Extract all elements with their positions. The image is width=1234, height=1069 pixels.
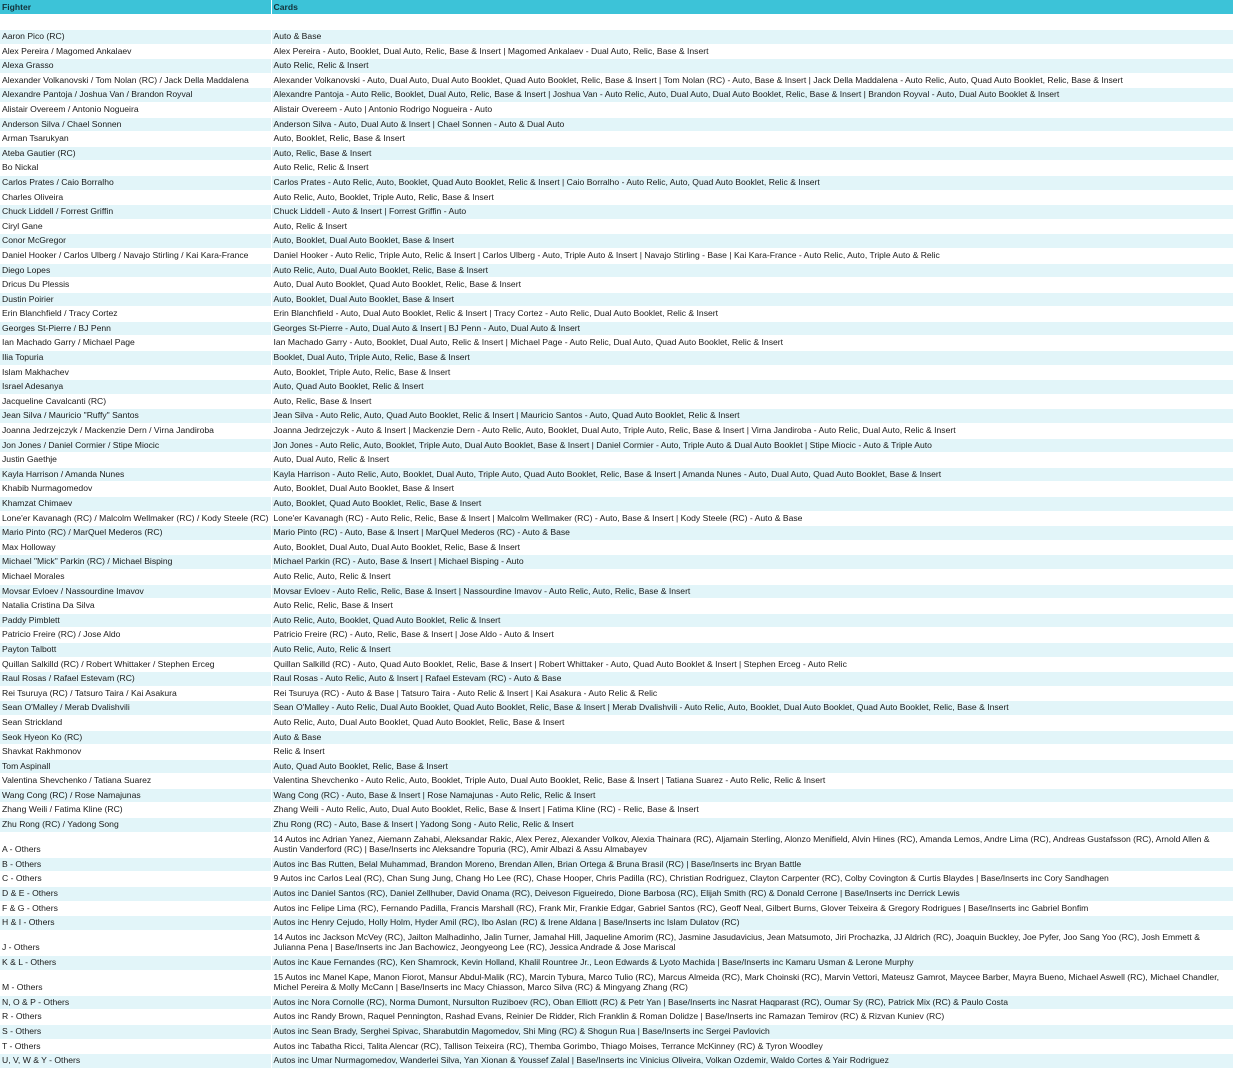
table-row <box>0 970 1233 995</box>
cards-cell[interactable]: Auto, Dual Auto, Relic & Insert <box>271 453 1233 468</box>
table-row <box>0 857 1233 872</box>
table-row <box>0 497 1233 512</box>
cards-cell[interactable]: Joanna Jedrzejczyk - Auto & Insert | Mackenzie Dern - Auto Relic, Auto, Booklet, Dual Auto, Triple Auto, Relic, Base & Insert | Virna Jandiroba - Auto Relic, Dual Auto, Relic & Insert <box>271 424 1233 439</box>
cards-cell[interactable]: Auto, Booklet, Dual Auto Booklet, Base & Insert <box>271 292 1233 307</box>
column-header-cards[interactable]: Cards <box>271 0 1233 14</box>
fighter-cell[interactable]: Wang Cong (RC) / Rose Namajunas <box>0 788 271 803</box>
fighter-cell[interactable]: B - Others <box>0 857 271 872</box>
fighter-cell[interactable]: T - Others <box>0 1039 271 1054</box>
table-row <box>0 467 1233 482</box>
table-row <box>0 30 1233 45</box>
cards-cell[interactable]: Rei Tsuruya (RC) - Auto & Base | Tatsuro Taira - Auto Relic & Insert | Kai Asakura - Auto Relic & Relic <box>271 686 1233 701</box>
cards-cell[interactable]: Georges St-Pierre - Auto, Dual Auto & Insert | BJ Penn - Auto, Dual Auto & Insert <box>271 321 1233 336</box>
table-row <box>0 248 1233 263</box>
fighter-cell[interactable]: H & I - Others <box>0 916 271 931</box>
table-row <box>0 365 1233 380</box>
fighter-cell[interactable]: Lone'er Kavanagh (RC) / Malcolm Wellmaker (RC) / Kody Steele (RC) <box>0 511 271 526</box>
fighter-cell[interactable]: Conor McGregor <box>0 234 271 249</box>
cards-cell[interactable]: Autos inc Sean Brady, Serghei Spivac, Sharabutdin Magomedov, Shi Ming (RC) & Shogun Rua | Base/Inserts inc Sergei Pavlovich <box>271 1024 1233 1039</box>
cards-cell[interactable]: Auto, Quad Auto Booklet, Relic & Insert <box>271 380 1233 395</box>
cards-cell[interactable]: Alexandre Pantoja - Auto Relic, Booklet, Dual Auto, Relic, Base & Insert | Joshua Van - Auto Relic, Auto, Dual Auto, Dual Auto Booklet, Relic, Base & Insert | Brandon Royval - Auto, Dual Auto Booklet & Insert <box>271 88 1233 103</box>
table-row <box>0 146 1233 161</box>
table-row <box>0 88 1233 103</box>
table-row <box>0 307 1233 322</box>
table-row <box>0 263 1233 278</box>
cards-cell[interactable]: Michael Parkin (RC) - Auto, Base & Insert | Michael Bisping - Auto <box>271 555 1233 570</box>
cards-cell[interactable]: Patricio Freire (RC) - Auto, Relic, Base & Insert | Jose Aldo - Auto & Insert <box>271 628 1233 643</box>
cards-cell[interactable]: Alex Pereira - Auto, Booklet, Dual Auto, Relic, Base & Insert | Magomed Ankalaev - Dual Auto, Relic, Base & Insert <box>271 44 1233 59</box>
fighter-cell[interactable]: Islam Makhachev <box>0 365 271 380</box>
fighter-cell[interactable]: Alex Pereira / Magomed Ankalaev <box>0 44 271 59</box>
cards-cell[interactable]: Auto Relic, Auto, Dual Auto Booklet, Relic, Base & Insert <box>271 263 1233 278</box>
table-row <box>0 453 1233 468</box>
cards-cell[interactable]: Raul Rosas - Auto Relic, Auto & Insert | Rafael Estevam (RC) - Auto & Base <box>271 672 1233 687</box>
cards-cell[interactable]: Movsar Evloev - Auto Relic, Relic, Base & Insert | Nassourdine Imavov - Auto Relic, Auto, Relic, Base & Insert <box>271 584 1233 599</box>
cards-cell[interactable]: 14 Autos inc Jackson McVey (RC), Jailton Malhadinho, Jalin Turner, Jamahal Hill, Jaqueline Amorim (RC), Jasmine Jasudavicius, Jean Matsumoto, Jiri Prochazka, JJ Aldrich (RC), Joaquin Buckley, Joe Pyfer, Joo Sang Yoo (RC), Josh Emmett & Julianna Pena | Base/Inserts inc Jan Bachowicz, Jeongyeong Lee (RC), Jessica Andrade & Jose Mariscal <box>271 930 1233 955</box>
cards-cell[interactable]: Auto, Relic & Insert <box>271 219 1233 234</box>
table-row <box>0 205 1233 220</box>
table-row <box>0 701 1233 716</box>
fighter-cell[interactable]: Dricus Du Plessis <box>0 278 271 293</box>
fighter-cell[interactable]: Carlos Prates / Caio Borralho <box>0 175 271 190</box>
cards-cell[interactable]: Kayla Harrison - Auto Relic, Auto, Booklet, Dual Auto, Triple Auto, Quad Auto Booklet, Relic, Base & Insert | Amanda Nunes - Auto, Dual Auto, Quad Auto Booklet, Base & Insert <box>271 467 1233 482</box>
table-row <box>0 1039 1233 1054</box>
cards-cell[interactable]: Auto Relic, Auto, Dual Auto Booklet, Quad Auto Booklet, Relic, Base & Insert <box>271 715 1233 730</box>
fighter-cell[interactable]: Erin Blanchfield / Tracy Cortez <box>0 307 271 322</box>
table-row <box>0 190 1233 205</box>
cards-cell[interactable]: Autos inc Nora Cornolle (RC), Norma Dumont, Nursulton Ruziboev (RC), Oban Elliott (RC) & Petr Yan | Base/Inserts inc Nasrat Haqparast (RC), Oumar Sy (RC), Patrick Mix (RC) & Paulo Costa <box>271 995 1233 1010</box>
table-row <box>0 555 1233 570</box>
cards-cell[interactable]: Valentina Shevchenko - Auto Relic, Auto, Booklet, Triple Auto, Dual Auto Booklet, Relic, Base & Insert | Tatiana Suarez - Auto Relic, Relic & Insert <box>271 774 1233 789</box>
fighter-cell[interactable]: Alexa Grasso <box>0 59 271 74</box>
fighter-cell[interactable]: Natalia Cristina Da Silva <box>0 599 271 614</box>
cards-cell[interactable]: Auto, Quad Auto Booklet, Relic, Base & Insert <box>271 759 1233 774</box>
table-row <box>0 642 1233 657</box>
cards-cell[interactable]: Auto Relic, Auto, Relic & Insert <box>271 569 1233 584</box>
fighter-cell[interactable]: Daniel Hooker / Carlos Ulberg / Navajo Stirling / Kai Kara-France <box>0 248 271 263</box>
table-row <box>0 14 1233 30</box>
cards-cell[interactable]: Autos inc Tabatha Ricci, Talita Alencar (RC), Tallison Teixeira (RC), Themba Gorimbo, Thiago Moises, Terrance McKinney (RC) & Tyron Woodley <box>271 1039 1233 1054</box>
table-row <box>0 788 1233 803</box>
fighter-cell[interactable]: Kayla Harrison / Amanda Nunes <box>0 467 271 482</box>
table-row <box>0 686 1233 701</box>
table-row <box>0 715 1233 730</box>
fighter-cell[interactable]: Jacqueline Cavalcanti (RC) <box>0 394 271 409</box>
cards-cell[interactable]: Erin Blanchfield - Auto, Dual Auto Booklet, Relic & Insert | Tracy Cortez - Auto Relic, Dual Auto Booklet, Relic & Insert <box>271 307 1233 322</box>
fighter-cell[interactable]: Dustin Poirier <box>0 292 271 307</box>
cards-cell[interactable]: Lone'er Kavanagh (RC) - Auto Relic, Relic, Base & Insert | Malcolm Wellmaker (RC) - Auto, Base & Insert | Kody Steele (RC) - Auto & Base <box>271 511 1233 526</box>
fighter-cell[interactable]: Alexander Volkanovski / Tom Nolan (RC) / Jack Della Maddalena <box>0 73 271 88</box>
table-row <box>0 438 1233 453</box>
fighter-cell[interactable]: Justin Gaethje <box>0 453 271 468</box>
table-row <box>0 1054 1233 1069</box>
fighter-cell[interactable]: Sean Strickland <box>0 715 271 730</box>
table-row <box>0 132 1233 147</box>
cards-cell[interactable]: Auto & Base <box>271 30 1233 45</box>
cards-cell[interactable]: Auto, Booklet, Dual Auto Booklet, Base & Insert <box>271 482 1233 497</box>
fighter-cell[interactable]: Payton Talbott <box>0 642 271 657</box>
table-row <box>0 818 1233 833</box>
fighter-cell[interactable]: Sean O'Malley / Merab Dvalishvili <box>0 701 271 716</box>
cards-cell[interactable]: Auto, Booklet, Dual Auto Booklet, Base & Insert <box>271 234 1233 249</box>
fighter-cell[interactable]: Jean Silva / Mauricio "Ruffy" Santos <box>0 409 271 424</box>
fighter-cell[interactable]: N, O & P - Others <box>0 995 271 1010</box>
cards-cell[interactable]: Wang Cong (RC) - Auto, Base & Insert | Rose Namajunas - Auto Relic, Relic & Insert <box>271 788 1233 803</box>
cards-cell[interactable]: Chuck Liddell - Auto & Insert | Forrest Griffin - Auto <box>271 205 1233 220</box>
fighter-cell[interactable]: Anderson Silva / Chael Sonnen <box>0 117 271 132</box>
fighter-cell[interactable]: F & G - Others <box>0 901 271 916</box>
fighter-cell[interactable]: Charles Oliveira <box>0 190 271 205</box>
table-row <box>0 73 1233 88</box>
fighter-cell[interactable]: S - Others <box>0 1024 271 1039</box>
cards-cell[interactable]: Mario Pinto (RC) - Auto, Base & Insert | MarQuel Mederos (RC) - Auto & Base <box>271 526 1233 541</box>
table-row <box>0 175 1233 190</box>
table-row <box>0 511 1233 526</box>
table-row <box>0 409 1233 424</box>
table-row <box>0 102 1233 117</box>
table-row <box>0 901 1233 916</box>
table-row <box>0 278 1233 293</box>
table-row <box>0 59 1233 74</box>
table-row <box>0 657 1233 672</box>
fighter-cell[interactable]: Patricio Freire (RC) / Jose Aldo <box>0 628 271 643</box>
table-row <box>0 584 1233 599</box>
table-row <box>0 321 1233 336</box>
fighter-cell[interactable]: Zhu Rong (RC) / Yadong Song <box>0 818 271 833</box>
cards-cell[interactable]: Auto, Booklet, Dual Auto, Dual Auto Booklet, Relic, Base & Insert <box>271 540 1233 555</box>
table-row <box>0 380 1233 395</box>
column-header-fighter[interactable]: Fighter <box>0 0 271 14</box>
table-row <box>0 995 1233 1010</box>
table-row <box>0 526 1233 541</box>
fighter-cell[interactable]: Alexandre Pantoja / Joshua Van / Brandon Royval <box>0 88 271 103</box>
table-row <box>0 394 1233 409</box>
cards-cell[interactable]: Autos inc Bas Rutten, Belal Muhammad, Brandon Moreno, Brendan Allen, Brian Ortega & Bruna Brasil (RC) | Base/Inserts inc Bryan Battle <box>271 857 1233 872</box>
table-row <box>0 161 1233 176</box>
table-row <box>0 628 1233 643</box>
fighter-cell[interactable] <box>0 14 271 30</box>
cards-cell[interactable]: Auto, Dual Auto Booklet, Quad Auto Booklet, Relic, Base & Insert <box>271 278 1233 293</box>
cards-cell[interactable]: Auto Relic, Relic & Insert <box>271 59 1233 74</box>
fighter-cell[interactable]: Movsar Evloev / Nassourdine Imavov <box>0 584 271 599</box>
cards-cell[interactable]: Daniel Hooker - Auto Relic, Triple Auto, Relic & Insert | Carlos Ulberg - Auto, Triple Auto & Insert | Navajo Stirling - Base | Kai Kara-France - Auto Relic, Auto, Triple Auto & Relic <box>271 248 1233 263</box>
cards-cell[interactable]: 15 Autos inc Manel Kape, Manon Fiorot, Mansur Abdul-Malik (RC), Marcin Tybura, Marco Tulio (RC), Marcus Almeida (RC), Mark Choinski (RC), Marvin Vettori, Mateusz Gamrot, Maycee Barber, Mayra Bueno, Michael Aswell (RC), Michael Chandler, Michel Pereira & Molly McCann | Base/Inserts inc Macy Chiasson, Marco Silva (RC) & Mingyang Zhang (RC) <box>271 970 1233 995</box>
fighter-cell[interactable]: Shavkat Rakhmonov <box>0 745 271 760</box>
fighter-cell[interactable]: Max Holloway <box>0 540 271 555</box>
cards-cell[interactable]: Relic & Insert <box>271 745 1233 760</box>
cards-cell[interactable]: Autos inc Umar Nurmagomedov, Wanderlei Silva, Yan Xionan & Youssef Zalal | Base/Inserts inc Vinicius Oliveira, Volkan Ozdemir, Waldo Cortes & Yair Rodriguez <box>271 1054 1233 1069</box>
table-row <box>0 292 1233 307</box>
table-row <box>0 872 1233 887</box>
cards-cell[interactable]: Auto, Booklet, Triple Auto, Relic, Base & Insert <box>271 365 1233 380</box>
fighter-cell[interactable]: Ciryl Gane <box>0 219 271 234</box>
fighter-cell[interactable]: Jon Jones / Daniel Cormier / Stipe Miocic <box>0 438 271 453</box>
fighter-cell[interactable]: Ian Machado Garry / Michael Page <box>0 336 271 351</box>
cards-cell[interactable]: Auto Relic, Auto, Booklet, Triple Auto, Relic, Base & Insert <box>271 190 1233 205</box>
table-row <box>0 730 1233 745</box>
fighter-cell[interactable]: Ilia Topuria <box>0 351 271 366</box>
table-row <box>0 540 1233 555</box>
table-row <box>0 672 1233 687</box>
table-row <box>0 930 1233 955</box>
fighter-cell[interactable]: Arman Tsarukyan <box>0 132 271 147</box>
cards-cell[interactable]: Autos inc Randy Brown, Raquel Pennington, Rashad Evans, Reinier De Ridder, Rich Franklin & Roman Dolidze | Base/Inserts inc Ramazan Temirov (RC) & Rizvan Kuniev (RC) <box>271 1010 1233 1025</box>
table-row <box>0 613 1233 628</box>
table-row <box>0 916 1233 931</box>
cards-cell[interactable]: Sean O'Malley - Auto Relic, Dual Auto Booklet, Quad Auto Booklet, Relic, Base & Insert | Merab Dvalishvili - Auto Relic, Auto, Booklet, Dual Auto Booklet, Quad Auto Booklet, Relic, Base & Insert <box>271 701 1233 716</box>
table-row <box>0 424 1233 439</box>
fighter-cell[interactable]: Bo Nickal <box>0 161 271 176</box>
cards-cell[interactable]: Quillan Salkilld (RC) - Auto, Quad Auto Booklet, Relic, Base & Insert | Robert Whittaker - Auto, Quad Auto Booklet & Insert | Stephen Erceg - Auto Relic <box>271 657 1233 672</box>
fighter-cell[interactable]: D & E - Others <box>0 887 271 902</box>
table-row <box>0 1024 1233 1039</box>
fighter-cell[interactable]: A - Others <box>0 832 271 857</box>
fighter-cell[interactable]: Quillan Salkilld (RC) / Robert Whittaker / Stephen Erceg <box>0 657 271 672</box>
table-row <box>0 351 1233 366</box>
cards-cell[interactable]: Auto, Relic, Base & Insert <box>271 146 1233 161</box>
fighter-cell[interactable]: Aaron Pico (RC) <box>0 30 271 45</box>
cards-cell[interactable]: Autos inc Kaue Fernandes (RC), Ken Shamrock, Kevin Holland, Khalil Rountree Jr., Leon Edwards & Lyoto Machida | Base/Inserts inc Kamaru Usman & Lerone Murphy <box>271 956 1233 971</box>
table-row <box>0 759 1233 774</box>
table-row <box>0 1010 1233 1025</box>
fighter-cell[interactable]: Khabib Nurmagomedov <box>0 482 271 497</box>
table-row <box>0 774 1233 789</box>
fighter-cell[interactable]: Tom Aspinall <box>0 759 271 774</box>
table-row <box>0 44 1233 59</box>
cards-cell[interactable]: Autos inc Felipe Lima (RC), Fernando Padilla, Francis Marshall (RC), Frank Mir, Frankie Edgar, Gabriel Santos (RC), Geoff Neal, Gilbert Burns, Glover Teixeira & Gregory Rodrigues | Base/Inserts inc Gabriel Bonfim <box>271 901 1233 916</box>
fighter-cell[interactable]: M - Others <box>0 970 271 995</box>
cards-cell[interactable]: Auto & Base <box>271 730 1233 745</box>
fighter-cell[interactable]: Seok Hyeon Ko (RC) <box>0 730 271 745</box>
cards-cell[interactable]: Auto, Booklet, Quad Auto Booklet, Relic, Base & Insert <box>271 497 1233 512</box>
cards-cell[interactable]: Ian Machado Garry - Auto, Booklet, Dual Auto, Relic & Insert | Michael Page - Auto Relic, Dual Auto, Quad Auto Booklet, Relic & Insert <box>271 336 1233 351</box>
fighter-cell[interactable]: Israel Adesanya <box>0 380 271 395</box>
cards-cell[interactable]: Zhang Weili - Auto Relic, Auto, Dual Auto Booklet, Relic, Base & Insert | Fatima Kline (RC) - Relic, Base & Insert <box>271 803 1233 818</box>
fighter-cell[interactable]: Michael Morales <box>0 569 271 584</box>
fighter-cell[interactable]: R - Others <box>0 1010 271 1025</box>
cards-cell[interactable] <box>271 14 1233 30</box>
table-row <box>0 803 1233 818</box>
fighter-cell[interactable]: Rei Tsuruya (RC) / Tatsuro Taira / Kai Asakura <box>0 686 271 701</box>
fighter-cell[interactable]: K & L - Others <box>0 956 271 971</box>
cards-cell[interactable]: Auto Relic, Relic & Insert <box>271 161 1233 176</box>
cards-cell[interactable]: Auto, Booklet, Relic, Base & Insert <box>271 132 1233 147</box>
table-row <box>0 219 1233 234</box>
cards-cell[interactable]: Alistair Overeem - Auto | Antonio Rodrigo Nogueira - Auto <box>271 102 1233 117</box>
fighter-cell[interactable]: Alistair Overeem / Antonio Nogueira <box>0 102 271 117</box>
fighter-cell[interactable]: Valentina Shevchenko / Tatiana Suarez <box>0 774 271 789</box>
cards-cell[interactable]: Jean Silva - Auto Relic, Auto, Quad Auto Booklet, Relic & Insert | Mauricio Santos - Auto, Quad Auto Booklet, Relic & Insert <box>271 409 1233 424</box>
table-body <box>0 14 1233 1068</box>
cards-cell[interactable]: Alexander Volkanovski - Auto, Dual Auto, Dual Auto Booklet, Quad Auto Booklet, Relic, Base & Insert | Tom Nolan (RC) - Auto, Base & Insert | Jack Della Maddalena - Auto Relic, Auto, Quad Auto Booklet, Relic, Base & Insert <box>271 73 1233 88</box>
fighter-cell[interactable]: J - Others <box>0 930 271 955</box>
fighter-cell[interactable]: Ateba Gautier (RC) <box>0 146 271 161</box>
table-row <box>0 956 1233 971</box>
fighter-cell[interactable]: Michael "Mick" Parkin (RC) / Michael Bisping <box>0 555 271 570</box>
table-row <box>0 336 1233 351</box>
fighter-cell[interactable]: U, V, W & Y - Others <box>0 1054 271 1069</box>
cards-cell[interactable]: Auto, Relic, Base & Insert <box>271 394 1233 409</box>
cards-cell[interactable]: Auto Relic, Relic, Base & Insert <box>271 599 1233 614</box>
fighter-cell[interactable]: Chuck Liddell / Forrest Griffin <box>0 205 271 220</box>
cards-cell[interactable]: Booklet, Dual Auto, Triple Auto, Relic, Base & Insert <box>271 351 1233 366</box>
table-row <box>0 234 1233 249</box>
table-row <box>0 569 1233 584</box>
table-row <box>0 482 1233 497</box>
cards-cell[interactable]: Auto Relic, Auto, Relic & Insert <box>271 642 1233 657</box>
fighter-cell[interactable]: Zhang Weili / Fatima Kline (RC) <box>0 803 271 818</box>
table-row <box>0 599 1233 614</box>
fighter-cell[interactable]: C - Others <box>0 872 271 887</box>
fighter-cell[interactable]: Georges St-Pierre / BJ Penn <box>0 321 271 336</box>
table-row <box>0 117 1233 132</box>
table-row <box>0 745 1233 760</box>
cards-cell[interactable]: 9 Autos inc Carlos Leal (RC), Chan Sung Jung, Chang Ho Lee (RC), Chase Hooper, Chris Padilla (RC), Christian Rodriguez, Clayton Carpenter (RC), Colby Covington & Curtis Blaydes | Base/Inserts inc Cory Sandhagen <box>271 872 1233 887</box>
fighter-cell[interactable]: Joanna Jedrzejczyk / Mackenzie Dern / Virna Jandiroba <box>0 424 271 439</box>
cards-cell[interactable]: Anderson Silva - Auto, Dual Auto & Insert | Chael Sonnen - Auto & Dual Auto <box>271 117 1233 132</box>
table-row <box>0 887 1233 902</box>
fighter-cell[interactable]: Mario Pinto (RC) / MarQuel Mederos (RC) <box>0 526 271 541</box>
fighter-cell[interactable]: Khamzat Chimaev <box>0 497 271 512</box>
fighter-cell[interactable]: Diego Lopes <box>0 263 271 278</box>
cards-cell[interactable]: Zhu Rong (RC) - Auto, Base & Insert | Yadong Song - Auto Relic, Relic & Insert <box>271 818 1233 833</box>
cards-cell[interactable]: Jon Jones - Auto Relic, Auto, Booklet, Triple Auto, Dual Auto Booklet, Base & Insert | Daniel Cormier - Auto, Triple Auto & Dual Auto Booklet | Stipe Miocic - Auto & Triple Auto <box>271 438 1233 453</box>
cards-cell[interactable]: Carlos Prates - Auto Relic, Auto, Booklet, Quad Auto Booklet, Relic & Insert | Caio Borralho - Auto Relic, Auto, Quad Auto Booklet, Relic & Insert <box>271 175 1233 190</box>
cards-cell[interactable]: 14 Autos inc Adrian Yanez, Aiemann Zahabi, Aleksandar Rakic, Alex Perez, Alexander Volkov, Alexia Thainara (RC), Aljamain Sterling, Alonzo Menifield, Alvin Hines (RC), Amanda Lemos, Andre Lima (RC), Andreas Gustafsson (RC), Arnold Allen & Austin Vanderford (RC) | Base/Inserts inc Aleksandre Topuria (RC), Amir Albazi & Assu Almabayev <box>271 832 1233 857</box>
header-row <box>0 0 1233 14</box>
fighter-cell[interactable]: Raul Rosas / Rafael Estevam (RC) <box>0 672 271 687</box>
fighter-cell[interactable]: Paddy Pimblett <box>0 613 271 628</box>
cards-cell[interactable]: Autos inc Henry Cejudo, Holly Holm, Hyder Amil (RC), Ibo Aslan (RC) & Irene Aldana | Base/Inserts inc Islam Dulatov (RC) <box>271 916 1233 931</box>
cards-cell[interactable]: Autos inc Daniel Santos (RC), Daniel Zellhuber, David Onama (RC), Deiveson Figueiredo, Dione Barbosa (RC), Elijah Smith (RC) & Donald Cerrone | Base/Inserts inc Derrick Lewis <box>271 887 1233 902</box>
table-row <box>0 832 1233 857</box>
cards-cell[interactable]: Auto Relic, Auto, Booklet, Quad Auto Booklet, Relic & Insert <box>271 613 1233 628</box>
